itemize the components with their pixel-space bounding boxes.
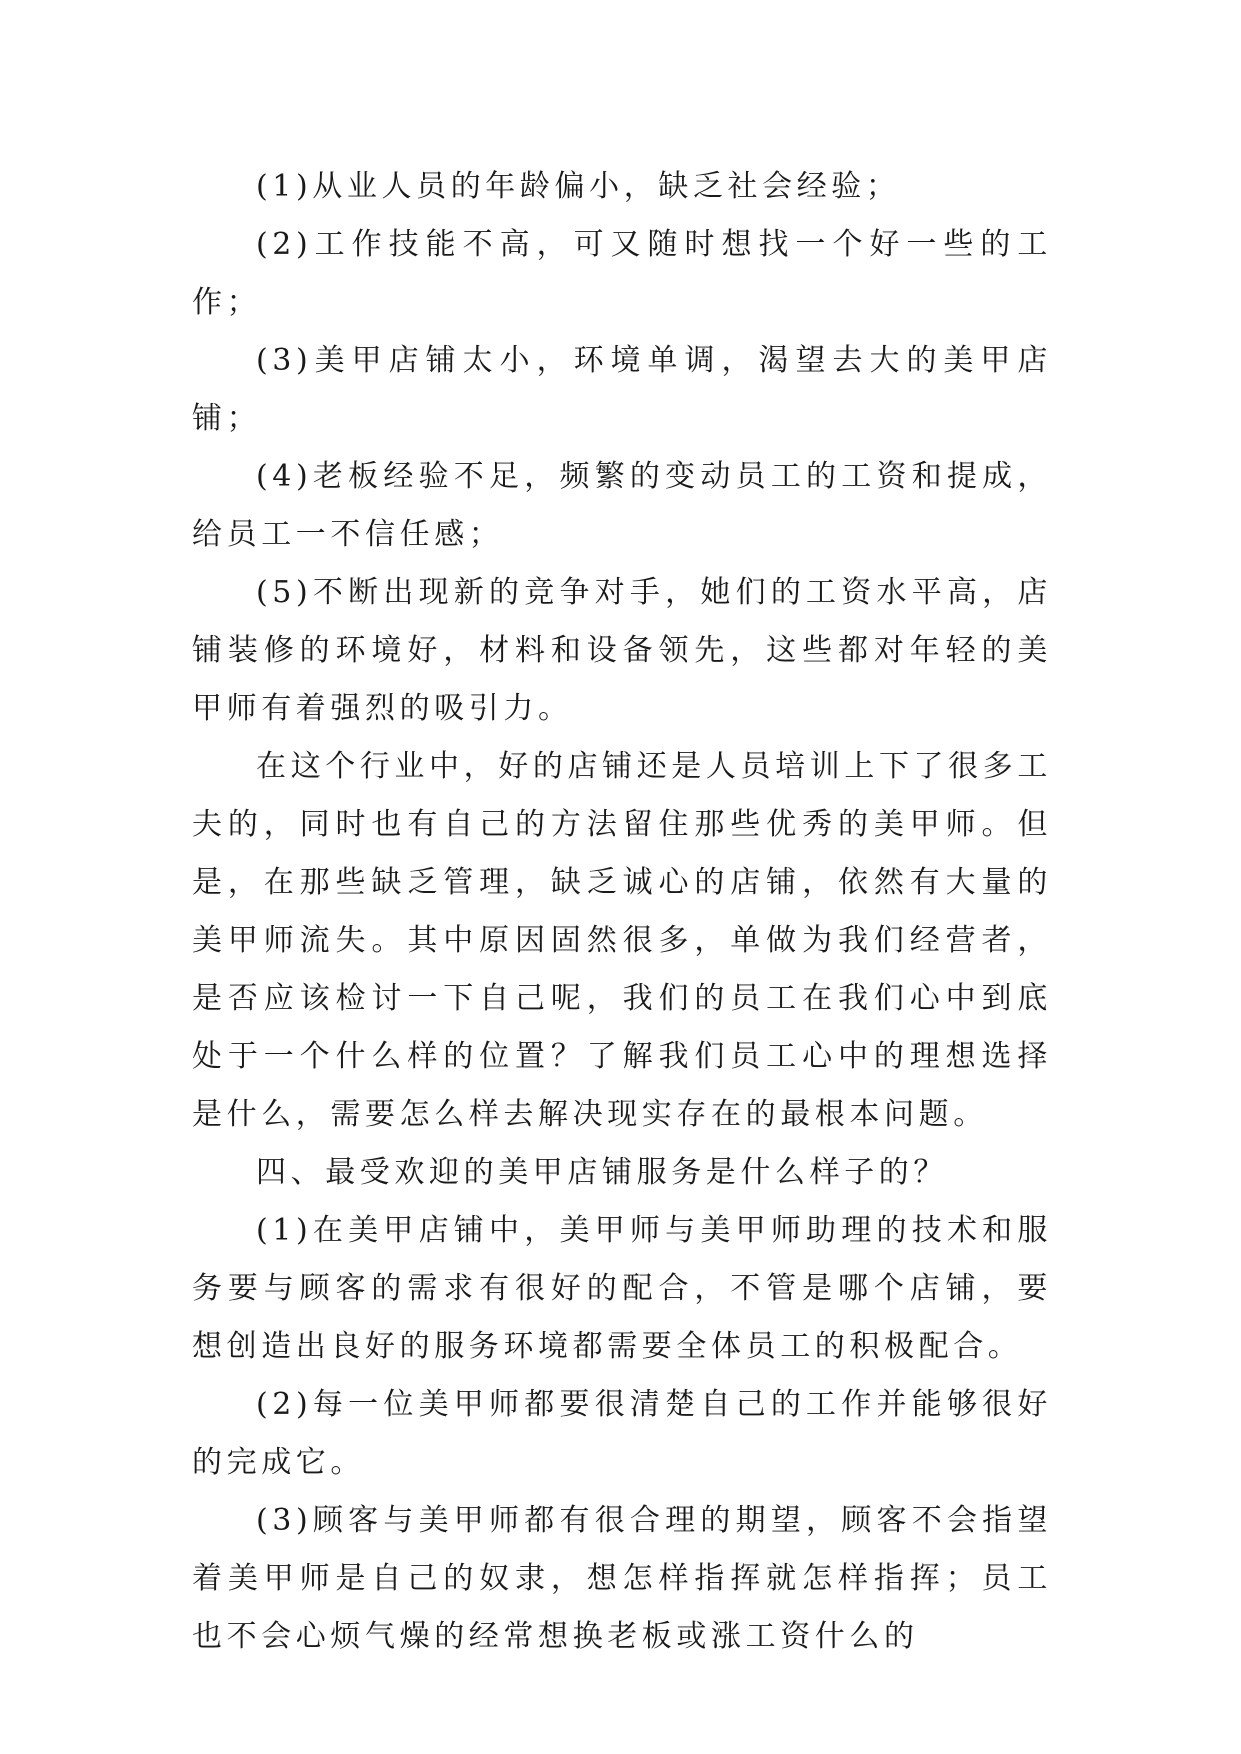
paragraph-5: (5)不断出现新的竞争对手，她们的工资水平高，店铺装修的环境好，材料和设备领先，这些都对年轻的美甲师有着强烈的吸引力。 — [192, 575, 1052, 726]
paragraph-1: (1)从业人员的年龄偏小，缺乏社会经验； — [256, 169, 901, 204]
paragraph-2: (2)工作技能不高，可又随时想找一个好一些的工作； — [192, 227, 1052, 320]
paragraph-8: (2)每一位美甲师都要很清楚自己的工作并能够很好的完成它。 — [192, 1387, 1052, 1480]
paragraph-9: (3)顾客与美甲师都有很合理的期望，顾客不会指望着美甲师是自己的奴隶，想怎样指挥就怎样指挥；员工也不会心烦气燥的经常想换老板或涨工资什么的 — [192, 1503, 1052, 1654]
section-heading: 四、最受欢迎的美甲店铺服务是什么样子的？ — [256, 1155, 948, 1190]
paragraph-3: (3)美甲店铺太小，环境单调，渴望去大的美甲店铺； — [192, 343, 1052, 436]
paragraph-4: (4)老板经验不足，频繁的变动员工的工资和提成，给员工一不信任感； — [192, 459, 1052, 552]
document-body — [192, 158, 1052, 1666]
paragraph-6: 在这个行业中，好的店铺还是人员培训上下了很多工夫的，同时也有自己的方法留住那些优秀的美甲师。但是，在那些缺乏管理，缺乏诚心的店铺，依然有大量的美甲师流失。其中原因固然很多，单做为我们经营者，是否应该检讨一下自己呢，我们的员工在我们心中到底处于一个什么样的位置？了解我们员工心中的理想选择是什么，需要怎么样去解决现实存在的最根本问题。 — [192, 749, 1052, 1132]
paragraph-7: (1)在美甲店铺中，美甲师与美甲师助理的技术和服务要与顾客的需求有很好的配合，不管是哪个店铺，要想创造出良好的服务环境都需要全体员工的积极配合。 — [192, 1213, 1052, 1364]
